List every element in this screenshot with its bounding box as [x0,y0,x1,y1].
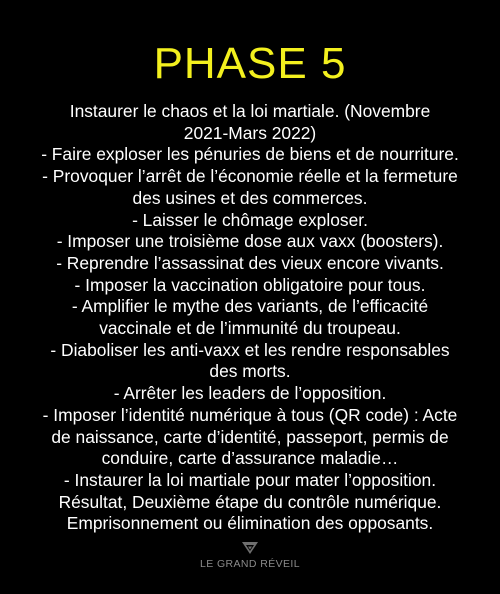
text-line: - Imposer une troisième dose aux vaxx (boosters). [56,231,444,252]
text-line: Résultat, Deuxième étape du contrôle numérique. [58,491,442,512]
text-line: - Imposer la vaccination obligatoire pour tous. [74,274,426,295]
text-line: Instaurer le chaos et la loi martiale. (Novembre [69,101,431,121]
text-line: - Arrêter les leaders de l’opposition. [113,383,387,404]
text-line: - Provoquer l’arrêt de l’économie réelle et la fermeture [42,166,458,187]
footer-brand [0,542,500,570]
text-line: Emprisonnement ou élimination des opposants. [66,513,434,534]
text-line: - Faire exploser les pénuries de biens et de nourriture. [41,144,459,165]
text-line: des morts. [209,361,291,382]
text-line: - Imposer l’identité numérique à tous (QR code) : Acte [42,404,458,425]
text-line: - Instaurer la loi martiale pour mater l’opposition. [63,469,437,490]
page-title: PHASE 5 [153,39,347,88]
brand-label: LE GRAND RÉVEIL [200,558,300,570]
phase-description [16,101,484,535]
text-line: des usines et des commerces. [132,187,368,208]
text-line: vaccinale et de l’immunité du troupeau. [99,318,401,339]
triangle-logo-icon [242,542,258,554]
text-line: de naissance, carte d’identité, passeport, permis de [51,426,449,447]
text-line: - Laisser le chômage exploser. [132,209,368,230]
text-line: conduire, carte d’assurance maladie… [101,448,399,469]
text-line: - Diaboliser les anti-vaxx et les rendre responsables [50,339,450,360]
text-line: 2021-Mars 2022) [183,122,317,143]
text-line: - Reprendre l’assassinat des vieux encore vivants. [56,252,444,273]
text-line: - Amplifier le mythe des variants, de l’efficacité [71,296,429,317]
